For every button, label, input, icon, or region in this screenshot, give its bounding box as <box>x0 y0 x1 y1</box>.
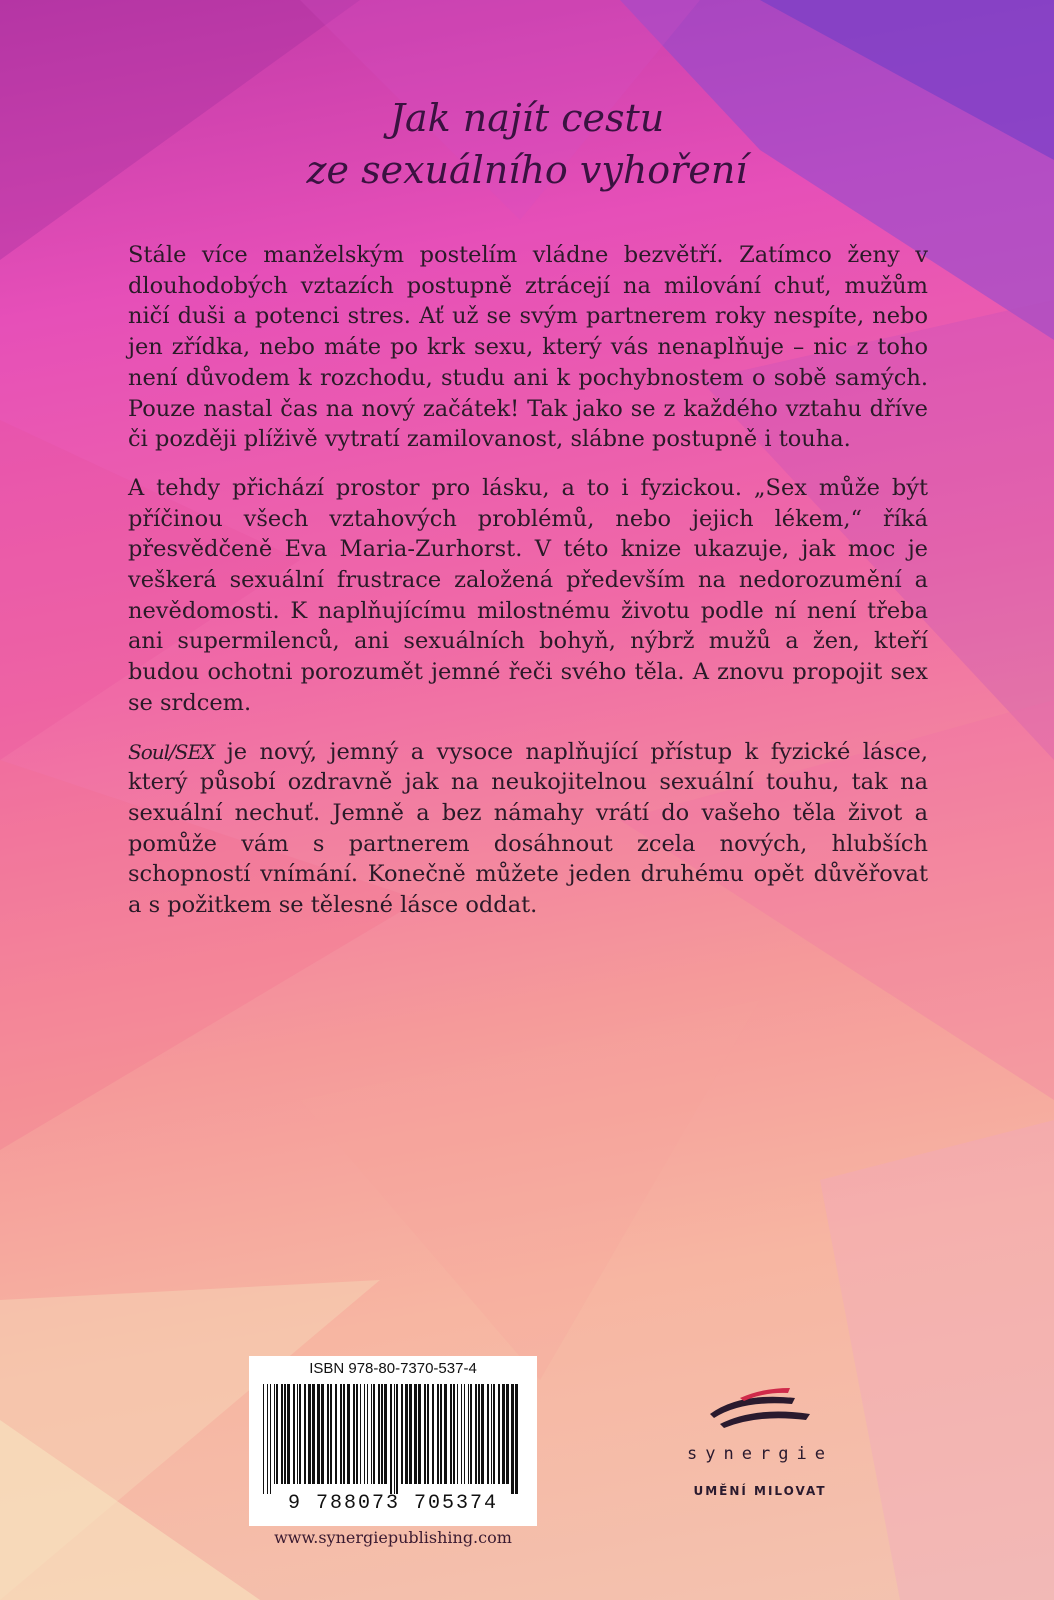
barcode-bar <box>293 1384 295 1484</box>
barcode-bar <box>381 1384 383 1484</box>
barcode-bar <box>384 1384 387 1484</box>
barcode-bar <box>390 1384 392 1494</box>
barcode-bar <box>321 1384 324 1484</box>
paragraph-3-text: je nový, jemný a vysoce naplňující přístup k fyzické lásce, který působí ozdravně jak na neukojitelnou sexuální touhu, tak na sexuální nechuť. Jemně a bez námahy vrátí do vašeho těla život a pomůže vám s partnerem dosáhnout zcela nových, hlubších schopností vnímání. Konečně můžete jeden druhému opět důvěřovat a s požitkem se tělesné lásce oddat. <box>128 738 928 919</box>
barcode-bar <box>297 1384 298 1484</box>
title-line-2: ze sexuálního vyhoření <box>306 148 748 192</box>
paragraph-3 <box>128 737 928 921</box>
paragraph-2: A tehdy přichází prostor pro lásku, a to i fyzickou. „Sex může být příčinou všech vztahových problémů, nebo jejich lékem,“ říká přesvědčeně Eva Maria-Zurhorst. V této knize ukazuje, jak moc je veškerá sexuální frustrace založená především na nedorozumění a nevědomosti. K naplňujícímu milostnému životu podle ní není třeba ani supermilenců, ani sexuálních bohyň, nýbrž mužů a žen, kteří budou ochotni porozumět jemné řeči svého těla. A znovu propojit sex se srdcem. <box>128 474 928 716</box>
publisher-block <box>660 1384 860 1514</box>
barcode-bar <box>481 1384 484 1484</box>
barcode-bar <box>470 1384 472 1484</box>
barcode-bar <box>287 1384 290 1484</box>
barcode-bar <box>330 1384 332 1484</box>
barcode-bar <box>414 1384 417 1484</box>
barcode-bar <box>276 1384 278 1484</box>
publisher-name: synergie <box>687 1444 833 1464</box>
barcode-bar <box>367 1384 368 1484</box>
barcode-bar <box>263 1384 264 1494</box>
barcode-bar <box>281 1384 283 1484</box>
barcode-bar <box>396 1384 398 1494</box>
barcode-bar <box>475 1384 477 1484</box>
barcode-bar <box>394 1384 395 1494</box>
barcode-bar <box>493 1384 495 1484</box>
barcode-bar <box>267 1384 268 1494</box>
barcode-bar <box>506 1384 509 1484</box>
barcode-bar <box>464 1384 465 1484</box>
barcode-bar <box>491 1384 492 1484</box>
barcode-bar <box>511 1384 514 1494</box>
barcode-bar <box>317 1384 320 1484</box>
soulsex-mark: Soul/SEX <box>128 739 215 764</box>
barcode-bar <box>356 1384 358 1484</box>
barcode-digits: 9 788073 705374 <box>287 1492 499 1515</box>
barcode-bar <box>378 1384 380 1484</box>
barcode-bar <box>401 1384 403 1484</box>
barcode-bar <box>274 1384 275 1484</box>
barcode-bar <box>327 1384 329 1484</box>
barcode-bar <box>468 1384 469 1484</box>
paragraph-1: Stále více manželským postelím vládne bezvětří. Zatímco ženy v dlouhodobých vztazích postupně ztrácejí na milování chuť, mužům ničí duši a potenci stres. Ať už se svým partnerem roky nespíte, nebo jen zřídka, nebo máte po krk sexu, který vás nenaplňuje – nic z toho není důvodem k rozchodu, studu ani k pochybnostem o sobě samých. Pouze nastal čas na nový začátek! Tak jako se z každého vztahu dříve či později plíživě vytratí zamilovanost, slábne postupně i touha. <box>128 242 928 453</box>
barcode-bar <box>457 1384 458 1484</box>
barcode-bar <box>440 1384 442 1484</box>
barcode-bars <box>259 1384 527 1494</box>
barcode-bar <box>353 1384 355 1484</box>
barcode-bar <box>498 1384 500 1484</box>
barcode-bar <box>371 1384 372 1484</box>
barcode-bar <box>478 1384 480 1484</box>
barcode-bar <box>360 1384 361 1484</box>
isbn-barcode <box>249 1356 537 1526</box>
synergie-logo-icon <box>700 1384 820 1434</box>
cover-title <box>0 92 1054 196</box>
barcode-bar <box>270 1384 271 1494</box>
barcode-bar <box>409 1384 412 1484</box>
barcode-bar <box>405 1384 408 1484</box>
barcode-bar <box>453 1384 455 1484</box>
barcode-bar <box>299 1384 301 1484</box>
barcode-bar <box>515 1384 518 1494</box>
publisher-website: www.synergiepublishing.com <box>274 1528 512 1547</box>
barcode-bar <box>373 1384 375 1484</box>
barcode-bar <box>427 1384 429 1484</box>
barcode-bar <box>444 1384 447 1484</box>
barcode-bar <box>284 1384 286 1484</box>
barcode-bar <box>450 1384 452 1484</box>
barcode-bar <box>502 1384 505 1484</box>
title-line-1: Jak najít cestu <box>389 96 665 140</box>
barcode-bar <box>432 1384 434 1484</box>
barcode-bar <box>308 1384 311 1484</box>
barcode-bar <box>461 1384 462 1484</box>
barcode-bar <box>312 1384 315 1484</box>
barcode-bar <box>304 1384 306 1484</box>
blurb <box>128 240 928 939</box>
barcode-bar <box>335 1384 337 1484</box>
isbn-label: ISBN 978-80-7370-537-4 <box>309 1360 477 1377</box>
barcode-bar <box>347 1384 350 1484</box>
barcode-bar <box>364 1384 365 1484</box>
barcode-bar <box>487 1384 489 1484</box>
publisher-tagline: UMĚNÍ MILOVAT <box>693 1484 827 1498</box>
barcode-bar <box>343 1384 345 1484</box>
barcode-bar <box>437 1384 439 1484</box>
barcode-bar <box>340 1384 342 1484</box>
barcode-bar <box>418 1384 421 1484</box>
barcode-bar <box>424 1384 426 1484</box>
